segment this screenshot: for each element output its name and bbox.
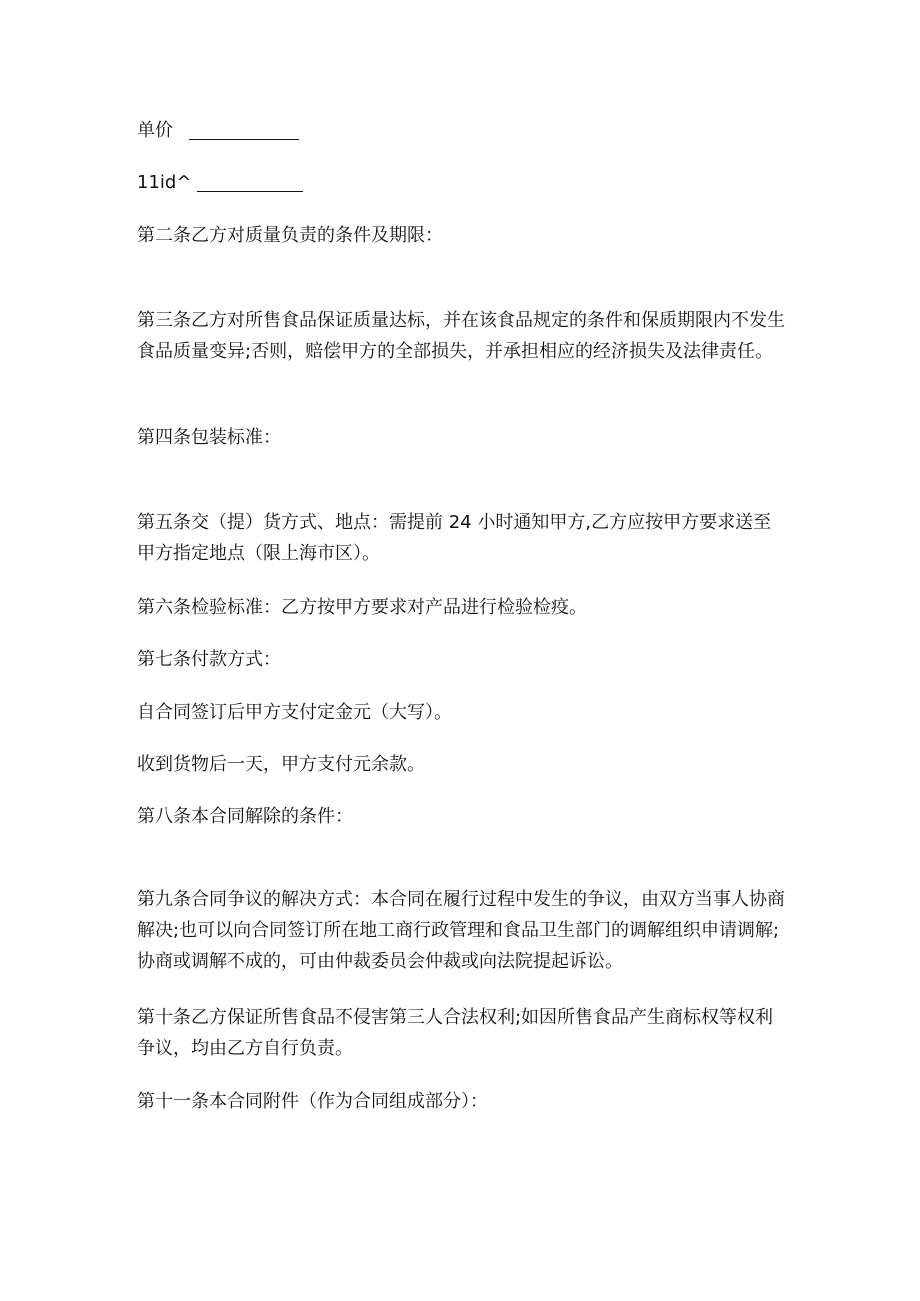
clause-6: 第六条检验标准：乙方按甲方要求对产品进行检验检疫。 (137, 597, 587, 618)
clause-3: 第三条乙方对所售食品保证质量达标，并在该食品规定的条件和保质期限内不发生食品质量变异;否则，赔偿甲方的全部损失，并承担相应的经济损失及法律责任。 (137, 310, 785, 362)
amount-blank (197, 169, 303, 192)
clause-7-balance: 收到货物后一天，甲方支付元余款。 (137, 754, 425, 775)
clause-9: 第九条合同争议的解决方式：本合同在履行过程中发生的争议，由双方当事人协商解决;也可以向合同签订所在地工商行政管理和食品卫生部门的调解组织申请调解;协商或调解不成的，可由仲裁委员会仲裁或向法院提起诉讼。 (137, 889, 785, 972)
clause-10: 第十条乙方保证所售食品不侵害第三人合法权利;如因所售食品产生商标权等权利争议，均由乙方自行负责。 (137, 1007, 774, 1059)
clause-7-deposit: 自合同签订后甲方支付定金元（大写）。 (137, 702, 452, 723)
clause-4: 第四条包装标准： (137, 427, 281, 448)
clause-11: 第十一条本合同附件（作为合同组成部分）： (137, 1091, 488, 1112)
amount-label: 11id^ (137, 172, 192, 193)
amount-row (137, 167, 787, 198)
unit-price-row (137, 115, 787, 146)
clause-8: 第八条本合同解除的条件： (137, 806, 353, 827)
unit-price-blank (189, 117, 299, 140)
clause-7: 第七条付款方式： (137, 649, 281, 670)
clause-2: 第二条乙方对质量负责的条件及期限： (137, 225, 443, 246)
unit-price-label: 单价 (137, 120, 173, 141)
clause-5: 第五条交（提）货方式、地点：需提前 24 小时通知甲方,乙方应按甲方要求送至甲方指定地点（限上海市区）。 (137, 512, 772, 564)
